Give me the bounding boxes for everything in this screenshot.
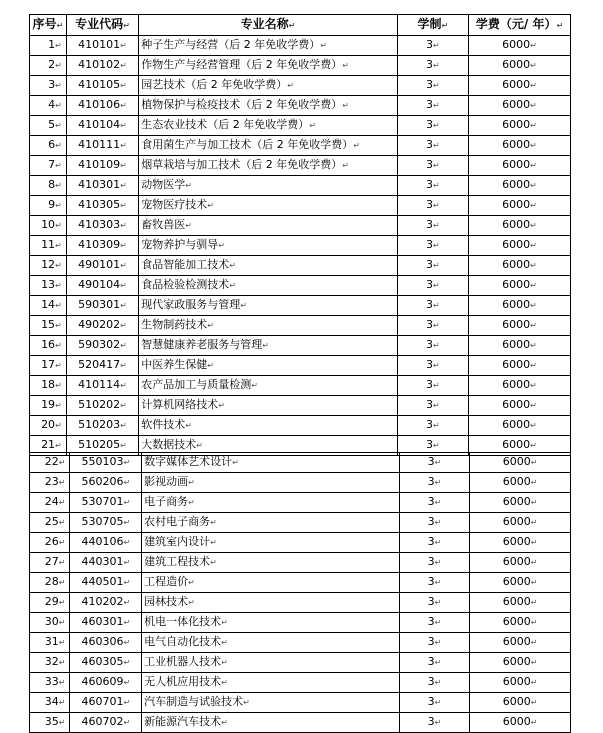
cell-index: 28↵ [30,573,70,593]
cell-code: 410309↵ [66,236,138,256]
cell-name: 种子生产与经营（后 2 年免收学费）↵ [139,36,397,56]
cell-years: 3↵ [399,473,470,493]
table-row [30,633,571,653]
cell-fee: 6000↵ [469,116,571,136]
cell-fee: 6000↵ [469,216,571,236]
cell-fee: 6000↵ [470,653,571,673]
cell-years: 3↵ [397,156,468,176]
cell-years: 3↵ [399,653,470,673]
cell-code: 460702↵ [70,713,142,733]
cell-fee: 6000↵ [469,76,571,96]
cell-fee: 6000↵ [470,573,571,593]
table-row [30,356,571,376]
cell-years: 3↵ [397,216,468,236]
cell-name: 农产品加工与质量检测↵ [139,376,397,396]
cell-years: 3↵ [397,176,468,196]
cell-code: 440106↵ [70,533,142,553]
cell-code: 530705↵ [70,513,142,533]
cell-index: 20↵ [30,416,67,436]
cell-index: 34↵ [30,693,70,713]
table-row [30,376,571,396]
cell-name: 影视动画↵ [142,473,400,493]
cell-name: 机电一体化技术↵ [142,613,400,633]
cell-index: 33↵ [30,673,70,693]
cell-name: 建筑室内设计↵ [142,533,400,553]
table-row [30,493,571,513]
cell-name: 汽车制造与试验技术↵ [142,693,400,713]
cell-index: 35↵ [30,713,70,733]
table-row [30,256,571,276]
cell-code: 520417↵ [66,356,138,376]
cell-code: 460301↵ [70,613,142,633]
header-index: 序号↵ [30,15,67,36]
cell-code: 530701↵ [70,493,142,513]
cell-name: 园艺技术（后 2 年免收学费）↵ [139,76,397,96]
cell-code: 510202↵ [66,396,138,416]
header-name: 专业名称↵ [139,15,397,36]
table-row [30,553,571,573]
cell-index: 25↵ [30,513,70,533]
table-row [30,236,571,256]
table-row [30,453,571,473]
table-row [30,573,571,593]
cell-name: 宠物养护与驯导↵ [139,236,397,256]
table-row [30,416,571,436]
cell-fee: 6000↵ [469,416,571,436]
cell-fee: 6000↵ [470,513,571,533]
cell-fee: 6000↵ [469,436,571,456]
cell-code: 460609↵ [70,673,142,693]
cell-name: 建筑工程技术↵ [142,553,400,573]
cell-code: 490202↵ [66,316,138,336]
cell-index: 18↵ [30,376,67,396]
cell-years: 3↵ [399,593,470,613]
cell-code: 410101↵ [66,36,138,56]
table-row [30,116,571,136]
table-row [30,276,571,296]
table-row [30,136,571,156]
cell-index: 23↵ [30,473,70,493]
cell-years: 3↵ [397,96,468,116]
cell-index: 11↵ [30,236,67,256]
table-row [30,76,571,96]
cell-index: 24↵ [30,493,70,513]
cell-name: 数字媒体艺术设计↵ [142,453,400,473]
cell-years: 3↵ [399,693,470,713]
cell-index: 12↵ [30,256,67,276]
cell-name: 新能源汽车技术↵ [142,713,400,733]
cell-name: 工业机器人技术↵ [142,653,400,673]
table-body-part1 [30,36,571,456]
table-row [30,36,571,56]
cell-fee: 6000↵ [469,196,571,216]
cell-years: 3↵ [397,416,468,436]
cell-code: 410106↵ [66,96,138,116]
page-edge-marks [574,14,575,714]
cell-years: 3↵ [399,633,470,653]
cell-index: 15↵ [30,316,67,336]
cell-index: 6↵ [30,136,67,156]
cell-code: 410303↵ [66,216,138,236]
table-row [30,196,571,216]
cell-code: 410202↵ [70,593,142,613]
cell-years: 3↵ [397,296,468,316]
cell-code: 410111↵ [66,136,138,156]
cell-fee: 6000↵ [469,256,571,276]
cell-fee: 6000↵ [470,473,571,493]
cell-fee: 6000↵ [469,376,571,396]
cell-name: 烟草栽培与加工技术（后 2 年免收学费）↵ [139,156,397,176]
header-years: 学制↵ [397,15,468,36]
cell-name: 植物保护与检疫技术（后 2 年免收学费）↵ [139,96,397,116]
cell-years: 3↵ [399,613,470,633]
cell-index: 2↵ [30,56,67,76]
cell-index: 7↵ [30,156,67,176]
cell-fee: 6000↵ [470,673,571,693]
cell-fee: 6000↵ [469,96,571,116]
cell-name: 食品检验检测技术↵ [139,276,397,296]
table-row [30,156,571,176]
table-row [30,176,571,196]
table-row [30,513,571,533]
table-row [30,316,571,336]
header-code: 专业代码↵ [66,15,138,36]
cell-code: 410301↵ [66,176,138,196]
cell-index: 13↵ [30,276,67,296]
cell-name: 电子商务↵ [142,493,400,513]
cell-name: 智慧健康养老服务与管理↵ [139,336,397,356]
cell-years: 3↵ [397,236,468,256]
cell-years: 3↵ [397,436,468,456]
cell-fee: 6000↵ [470,713,571,733]
cell-index: 1↵ [30,36,67,56]
table-row [30,296,571,316]
cell-years: 3↵ [397,276,468,296]
cell-fee: 6000↵ [469,356,571,376]
cell-fee: 6000↵ [469,296,571,316]
cell-fee: 6000↵ [469,236,571,256]
cell-name: 动物医学↵ [139,176,397,196]
header-fee: 学费（元/ 年）↵ [469,15,571,36]
cell-name: 宠物医疗技术↵ [139,196,397,216]
cell-name: 食用菌生产与加工技术（后 2 年免收学费）↵ [139,136,397,156]
cell-index: 27↵ [30,553,70,573]
cell-fee: 6000↵ [469,396,571,416]
cell-code: 490101↵ [66,256,138,276]
cell-name: 电气自动化技术↵ [142,633,400,653]
cell-code: 590301↵ [66,296,138,316]
cell-index: 8↵ [30,176,67,196]
table-row [30,96,571,116]
table-row [30,613,571,633]
cell-code: 410109↵ [66,156,138,176]
cell-name: 园林技术↵ [142,593,400,613]
cell-code: 590302↵ [66,336,138,356]
cell-fee: 6000↵ [469,136,571,156]
cell-years: 3↵ [399,533,470,553]
cell-index: 5↵ [30,116,67,136]
cell-years: 3↵ [397,76,468,96]
cell-index: 4↵ [30,96,67,116]
cell-years: 3↵ [399,713,470,733]
cell-years: 3↵ [397,376,468,396]
cell-index: 29↵ [30,593,70,613]
table-row [30,673,571,693]
cell-index: 19↵ [30,396,67,416]
cell-fee: 6000↵ [470,553,571,573]
cell-index: 14↵ [30,296,67,316]
cell-code: 410102↵ [66,56,138,76]
cell-index: 17↵ [30,356,67,376]
cell-years: 3↵ [397,396,468,416]
cell-name: 大数据技术↵ [139,436,397,456]
cell-fee: 6000↵ [469,336,571,356]
cell-fee: 6000↵ [469,36,571,56]
table-body-part2 [30,453,571,733]
table-row [30,473,571,493]
cell-code: 550103↵ [70,453,142,473]
cell-fee: 6000↵ [469,176,571,196]
table-row [30,713,571,733]
cell-years: 3↵ [399,553,470,573]
cell-years: 3↵ [397,356,468,376]
cell-code: 560206↵ [70,473,142,493]
table-row [30,693,571,713]
cell-index: 9↵ [30,196,67,216]
cell-name: 中医养生保健↵ [139,356,397,376]
cell-years: 3↵ [397,316,468,336]
table-header-row [30,15,571,36]
cell-years: 3↵ [397,56,468,76]
cell-index: 21↵ [30,436,67,456]
cell-years: 3↵ [399,513,470,533]
cell-years: 3↵ [399,573,470,593]
cell-index: 32↵ [30,653,70,673]
cell-fee: 6000↵ [469,56,571,76]
cell-code: 460701↵ [70,693,142,713]
cell-index: 3↵ [30,76,67,96]
cell-years: 3↵ [399,673,470,693]
cell-fee: 6000↵ [470,493,571,513]
cell-name: 生态农业技术（后 2 年免收学费）↵ [139,116,397,136]
cell-name: 软件技术↵ [139,416,397,436]
cell-code: 460306↵ [70,633,142,653]
cell-years: 3↵ [397,136,468,156]
cell-code: 410105↵ [66,76,138,96]
cell-years: 3↵ [397,336,468,356]
cell-index: 16↵ [30,336,67,356]
cell-code: 410305↵ [66,196,138,216]
cell-name: 现代家政服务与管理↵ [139,296,397,316]
cell-fee: 6000↵ [470,453,571,473]
tuition-table-part1 [29,14,571,456]
cell-years: 3↵ [399,493,470,513]
cell-code: 460305↵ [70,653,142,673]
table-row [30,533,571,553]
cell-index: 22↵ [30,453,70,473]
cell-code: 440301↵ [70,553,142,573]
cell-years: 3↵ [397,36,468,56]
cell-years: 3↵ [399,453,470,473]
cell-index: 26↵ [30,533,70,553]
cell-name: 食品智能加工技术↵ [139,256,397,276]
cell-years: 3↵ [397,256,468,276]
cell-code: 440501↵ [70,573,142,593]
cell-code: 410114↵ [66,376,138,396]
cell-index: 30↵ [30,613,70,633]
cell-years: 3↵ [397,116,468,136]
cell-fee: 6000↵ [469,276,571,296]
cell-years: 3↵ [397,196,468,216]
table-row [30,336,571,356]
cell-code: 410104↵ [66,116,138,136]
cell-fee: 6000↵ [470,633,571,653]
table-row [30,653,571,673]
cell-name: 农村电子商务↵ [142,513,400,533]
cell-name: 畜牧兽医↵ [139,216,397,236]
cell-index: 10↵ [30,216,67,236]
cell-index: 31↵ [30,633,70,653]
cell-code: 510203↵ [66,416,138,436]
cell-code: 510205↵ [66,436,138,456]
table-row [30,593,571,613]
cell-code: 490104↵ [66,276,138,296]
cell-fee: 6000↵ [470,613,571,633]
cell-fee: 6000↵ [470,693,571,713]
cell-name: 计算机网络技术↵ [139,396,397,416]
cell-name: 生物制药技术↵ [139,316,397,336]
tuition-table-part2 [29,452,571,733]
cell-fee: 6000↵ [469,316,571,336]
cell-fee: 6000↵ [470,533,571,553]
cell-name: 作物生产与经营管理（后 2 年免收学费）↵ [139,56,397,76]
cell-name: 无人机应用技术↵ [142,673,400,693]
table-row [30,56,571,76]
cell-fee: 6000↵ [469,156,571,176]
cell-name: 工程造价↵ [142,573,400,593]
table-row [30,396,571,416]
cell-fee: 6000↵ [470,593,571,613]
table-row [30,216,571,236]
